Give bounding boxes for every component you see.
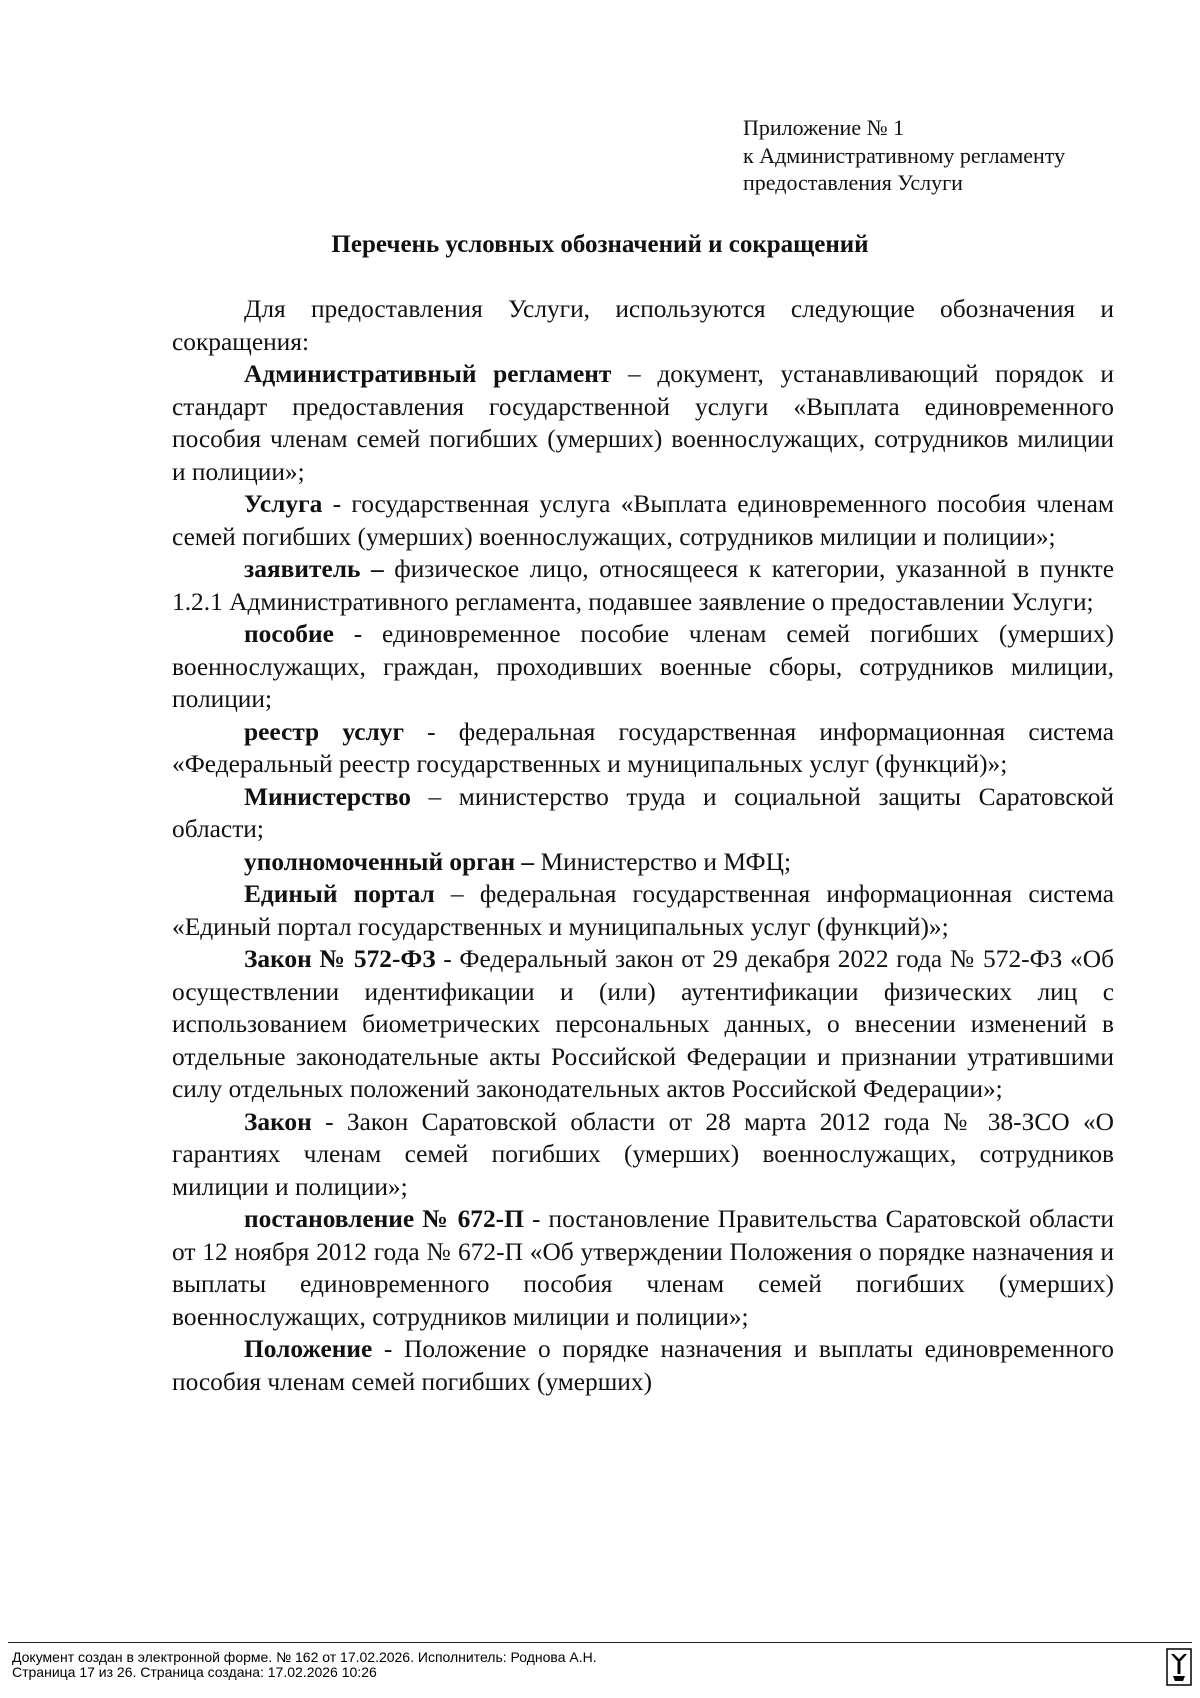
paragraph-intro — [172, 293, 1114, 358]
definition: - Федеральный закон от 29 декабря 2022 года № 572-ФЗ «Об осуществлении идентификации и (или) аутентификации физических лиц с использованием биометрических персональных данных, о внесении изменений в отдельные законодательные акты Российской Федерации и признании утратившими силу отдельных положений законодательных актов Российской Федерации»; — [172, 945, 1114, 1103]
definition: – федеральная государственная информационная система «Единый портал государственных и муниципальных услуг (функций)»; — [172, 880, 1114, 941]
definition: - Закон Саратовской области от 28 марта 2012 года № 38-ЗСО «О гарантиях членам семей погибших (умерших) военнослужащих, сотрудников милиции и полиции»; — [172, 1107, 1114, 1201]
definition: - Положение о порядке назначения и выплаты единовременного пособия членам семей погибших (умерших) — [172, 1335, 1114, 1396]
definition-paragraph — [172, 716, 1114, 781]
term: постановление № 672-П — [244, 1205, 524, 1233]
definition-paragraph — [172, 943, 1114, 1106]
appendix-line-3: предоставления Услуги — [743, 170, 963, 195]
term: Закон — [244, 1107, 312, 1136]
term: Положение — [244, 1335, 373, 1363]
definition: – министерство труда и социальной защиты Саратовской области; — [172, 782, 1114, 843]
definition: Министерство и МФЦ; — [534, 847, 792, 876]
term: Услуга — [244, 490, 323, 518]
definition: - единовременное пособие членам семей погибших (умерших) военнослужащих, граждан, проходивших военные сборы, сотрудников милиции, полиции; — [172, 620, 1114, 713]
term: реестр услуг — [244, 717, 404, 746]
footer-divider — [8, 1642, 1192, 1643]
term: Закон № 572-ФЗ — [244, 945, 436, 973]
term: заявитель – — [244, 555, 384, 583]
term: Административный регламент — [244, 360, 612, 388]
definition-paragraph — [172, 1203, 1114, 1333]
definition-paragraph — [172, 1333, 1114, 1398]
appendix-line-2: к Административному регламенту — [743, 142, 1066, 168]
definition: Для предоставления Услуги, используются следующие обозначения и сокращения: — [172, 295, 1114, 356]
definition-paragraph — [172, 781, 1114, 846]
footer-line-2: Страница 17 из 26. Страница создана: 17.02.2026 10:26 — [12, 1664, 377, 1680]
definition-paragraph — [172, 488, 1114, 553]
definition: – документ, устанавливающий порядок и стандарт предоставления государственной услуги «Выплата единовременного пособия членам семей погибших (умерших) военнослужащих, сотрудников милиции и полиции»; — [172, 360, 1114, 486]
term: уполномоченный орган – — [244, 847, 535, 876]
document-body — [172, 293, 1114, 1398]
emblem-icon — [1166, 1648, 1192, 1686]
term: Министерство — [244, 782, 411, 811]
appendix-line-1: Приложение № 1 — [743, 115, 905, 140]
definition: физическое лицо, относящееся к категории, указанной в пункте 1.2.1 Административного регламента, подавшее заявление о предоставлении Услуги; — [172, 555, 1114, 616]
definition: - постановление Правительства Саратовской области от 12 ноября 2012 года № 672-П «Об утверждении Положения о порядке назначения и выплаты единовременного пособия членам семей погибших (умерших) военнослужащих, сотрудников милиции и полиции»; — [172, 1205, 1114, 1331]
definition-paragraph — [172, 1106, 1114, 1204]
definition: - государственная услуга «Выплата единовременного пособия членам семей погибших (умерших) военнослужащих, сотрудников милиции и полиции»; — [172, 490, 1114, 551]
term: Единый портал — [244, 880, 435, 908]
definition: - федеральная государственная информационная система «Федеральный реестр государственных и муниципальных услуг (функций)»; — [172, 717, 1114, 778]
document-title: Перечень условных обозначений и сокращений — [331, 231, 869, 258]
footer-line-1: Документ создан в электронной форме. № 162 от 17.02.2026. Исполнитель: Роднова А.Н. — [12, 1649, 597, 1665]
term: пособие — [244, 620, 334, 648]
page-footer — [12, 1650, 597, 1680]
appendix-header — [743, 114, 1065, 197]
definition-paragraph — [172, 878, 1114, 943]
definition-paragraph — [172, 846, 1114, 879]
definition-paragraph — [172, 553, 1114, 618]
definition-paragraph — [172, 358, 1114, 488]
definition-paragraph — [172, 618, 1114, 716]
